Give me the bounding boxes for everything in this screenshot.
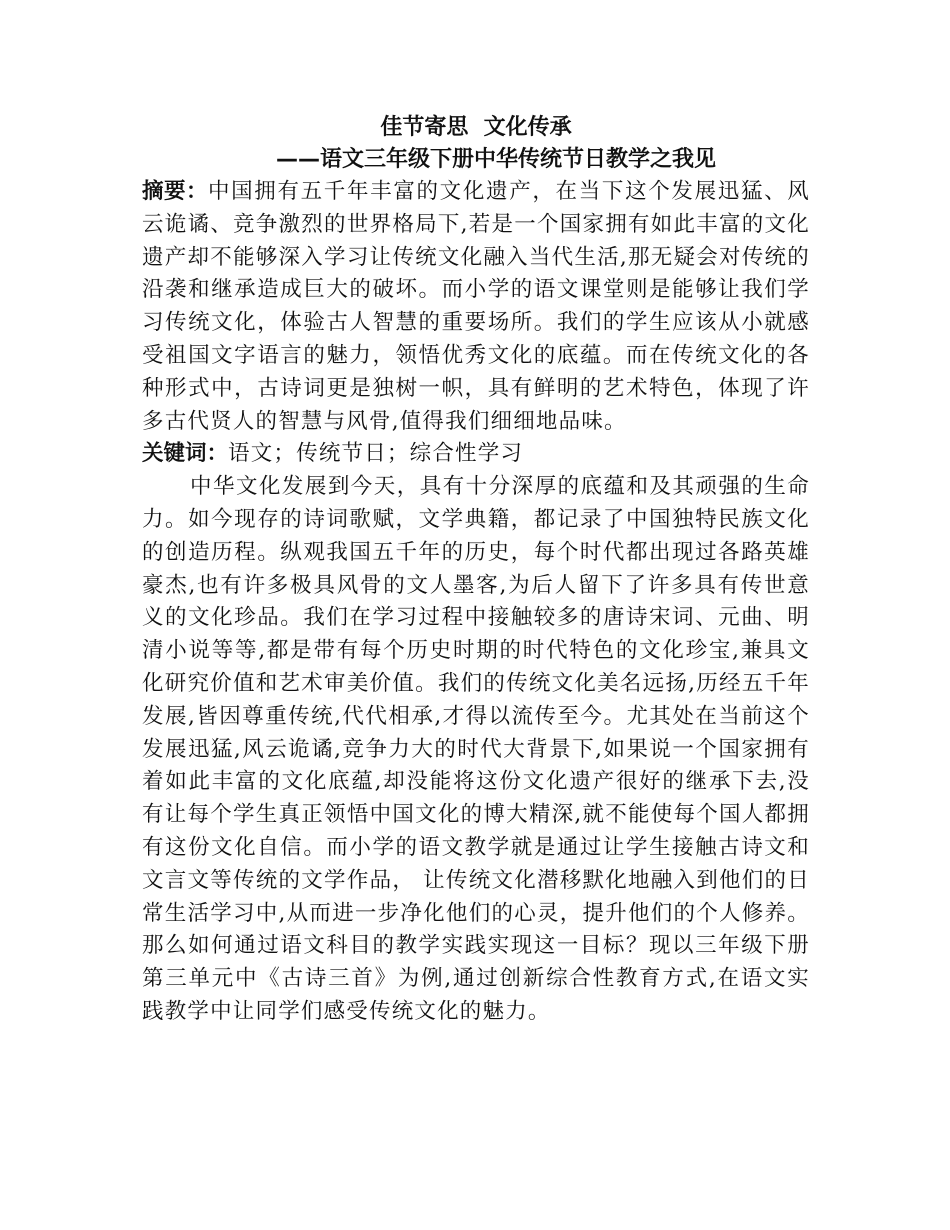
abstract-paragraph bbox=[142, 176, 810, 438]
keywords-text: 语文；传统节日；综合性学习 bbox=[228, 441, 524, 467]
keywords-label: 关键词： bbox=[142, 441, 229, 467]
document-title: 佳节寄思 文化传承 bbox=[380, 115, 572, 140]
body-paragraph: 中华文化发展到今天，具有十分深厚的底蕴和及其顽强的生命力。如今现存的诗词歌赋，文学典籍，都记录了中国独特民族文化的创造历程。纵观我国五千年的历史，每个时代都出现过各路英雄豪杰,也有许多极具风骨的文人墨客,为后人留下了许多具有传世意义的文化珍品。我们在学习过程中接触较多的唐诗宋词、元曲、明清小说等等,都是带有每个历史时期的时代特色的文化珍宝,兼具文化研究价值和艺术审美价值。我们的传统文化美名远扬,历经五千年发展,皆因尊重传统,代代相承,才得以流传至今。尤其处在当前这个发展迅猛,风云诡谲,竞争力大的时代大背景下,如果说一个国家拥有着如此丰富的文化底蕴,却没能将这份文化遗产很好的继承下去,没有让每个学生真正领悟中国文化的博大精深,就不能使每个国人都拥有这份文化自信。而小学的语文教学就是通过让学生接触古诗文和文言文等传统的文学作品， 让传统文化潜移默化地融入到他们的日常生活学习中,从而进一步净化他们的心灵，提升他们的个人修养。那么如何通过语文科目的教学实践实现这一目标？现以三年级下册第三单元中《古诗三首》为例,通过创新综合性教育方式,在语文实践教学中让同学们感受传统文化的魅力。 bbox=[142, 474, 810, 1024]
keywords-paragraph bbox=[142, 438, 810, 471]
abstract-label: 摘要： bbox=[142, 179, 208, 204]
abstract-text: 中国拥有五千年丰富的文化遗产，在当下这个发展迅猛、风云诡谲、竞争激烈的世界格局下,若是一个国家拥有如此丰富的文化遗产却不能够深入学习让传统文化融入当代生活,那无疑会对传统的沿袭和继承造成巨大的破坏。而小学的语文课堂则是能够让我们学习传统文化，体验古人智慧的重要场所。我们的学生应该从小就感受祖国文字语言的魅力，领悟优秀文化的底蕴。而在传统文化的各种形式中，古诗词更是独树一帜，具有鲜明的艺术特色，体现了许多古代贤人的智慧与风骨,值得我们细细地品味。 bbox=[142, 179, 810, 434]
document-page bbox=[142, 112, 810, 1029]
document-subtitle: ——语文三年级下册中华传统节日教学之我见 bbox=[275, 147, 716, 172]
